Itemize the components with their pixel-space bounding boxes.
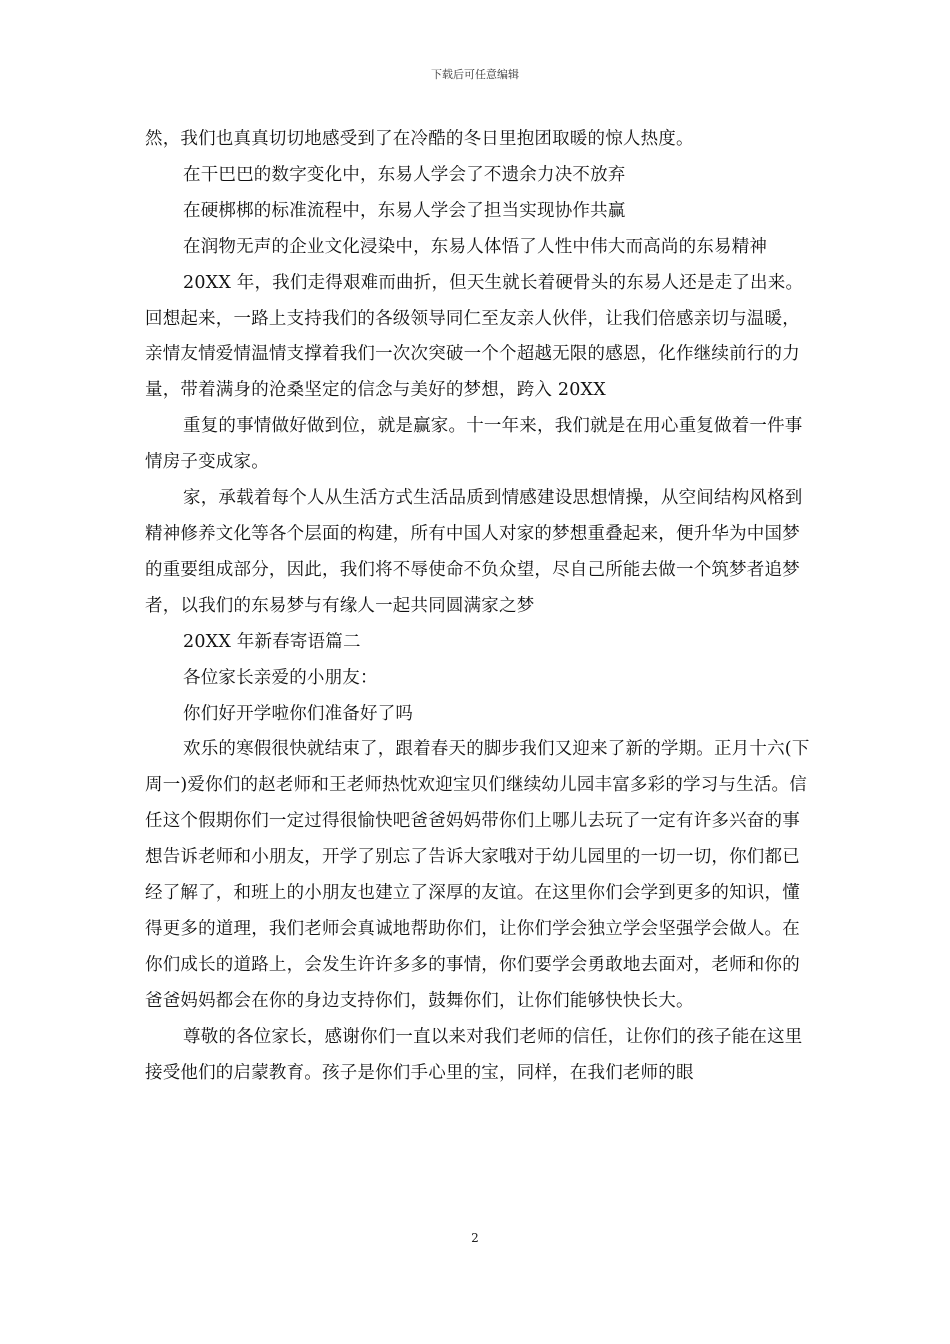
page-header-note: 下载后可任意编辑 — [431, 68, 519, 81]
page-number: 2 — [471, 1231, 479, 1245]
paragraph: 在干巴巴的数字变化中，东易人学会了不遗余力决不放弃 — [183, 164, 626, 185]
paragraph: 在润物无声的企业文化浸染中，东易人体悟了人性中伟大而高尚的东易精神 — [183, 236, 768, 257]
paragraph: 在硬梆梆的标准流程中，东易人学会了担当实现协作共赢 — [183, 200, 626, 221]
salutation: 各位家长亲爱的小朋友： — [183, 667, 378, 688]
paragraph: 20XX 年，我们走得艰难而曲折，但天生就长着硬骨头的东易人还是走了出来。回想起来，一路上支持我们的各级领导同仁至友亲人伙伴，让我们倍感亲切与温暖，亲情友情爱情温情支撑着我们一次次突破一个个超越无限的感恩，化作继续前行的力量，带着满身的沧桑坚定的信念与美好的梦想，跨入 20XX — [145, 272, 804, 401]
paragraph: 重复的事情做好做到位，就是赢家。十一年来，我们就是在用心重复做着一件事情房子变成家。 — [145, 416, 803, 473]
paragraph: 你们好开学啦你们准备好了吗 — [183, 703, 414, 724]
section-heading: 20XX 年新春寄语篇二 — [183, 631, 361, 652]
paragraph: 然，我们也真真切切地感受到了在冷酷的冬日里抱团取暖的惊人热度。 — [145, 129, 694, 149]
paragraph: 尊敬的各位家长，感谢你们一直以来对我们老师的信任，让你们的孩子能在这里接受他们的启蒙教育。孩子是你们手心里的宝，同样，在我们老师的眼 — [145, 1026, 803, 1083]
document-body — [145, 122, 810, 1091]
paragraph: 家，承载着每个人从生活方式生活品质到情感建设思想情操，从空间结构风格到精神修养文化等各个层面的构建，所有中国人对家的梦想重叠起来，便升华为中国梦的重要组成部分，因此，我们将不辱使命不负众望，尽自己所能去做一个筑梦者追梦者，以我们的东易梦与有缘人一起共同圆满家之梦 — [145, 488, 803, 616]
paragraph: 欢乐的寒假很快就结束了，跟着春天的脚步我们又迎来了新的学期。正月十六(下周一)爱你们的赵老师和王老师热忱欢迎宝贝们继续幼儿园丰富多彩的学习与生活。信任这个假期你们一定过得很愉快吧爸爸妈妈带你们上哪儿去玩了一定有许多兴奋的事想告诉老师和小朋友，开学了别忘了告诉大家哦对于幼儿园里的一切一切，你们都已经了解了，和班上的小朋友也建立了深厚的友谊。在这里你们会学到更多的知识，懂得更多的道理，我们老师会真诚地帮助你们，让你们学会独立学会坚强学会做人。在你们成长的道路上，会发生许许多多的事情，你们要学会勇敢地去面对，老师和你的爸爸妈妈都会在你的身边支持你们，鼓舞你们，让你们能够快快长大。 — [145, 739, 810, 1011]
